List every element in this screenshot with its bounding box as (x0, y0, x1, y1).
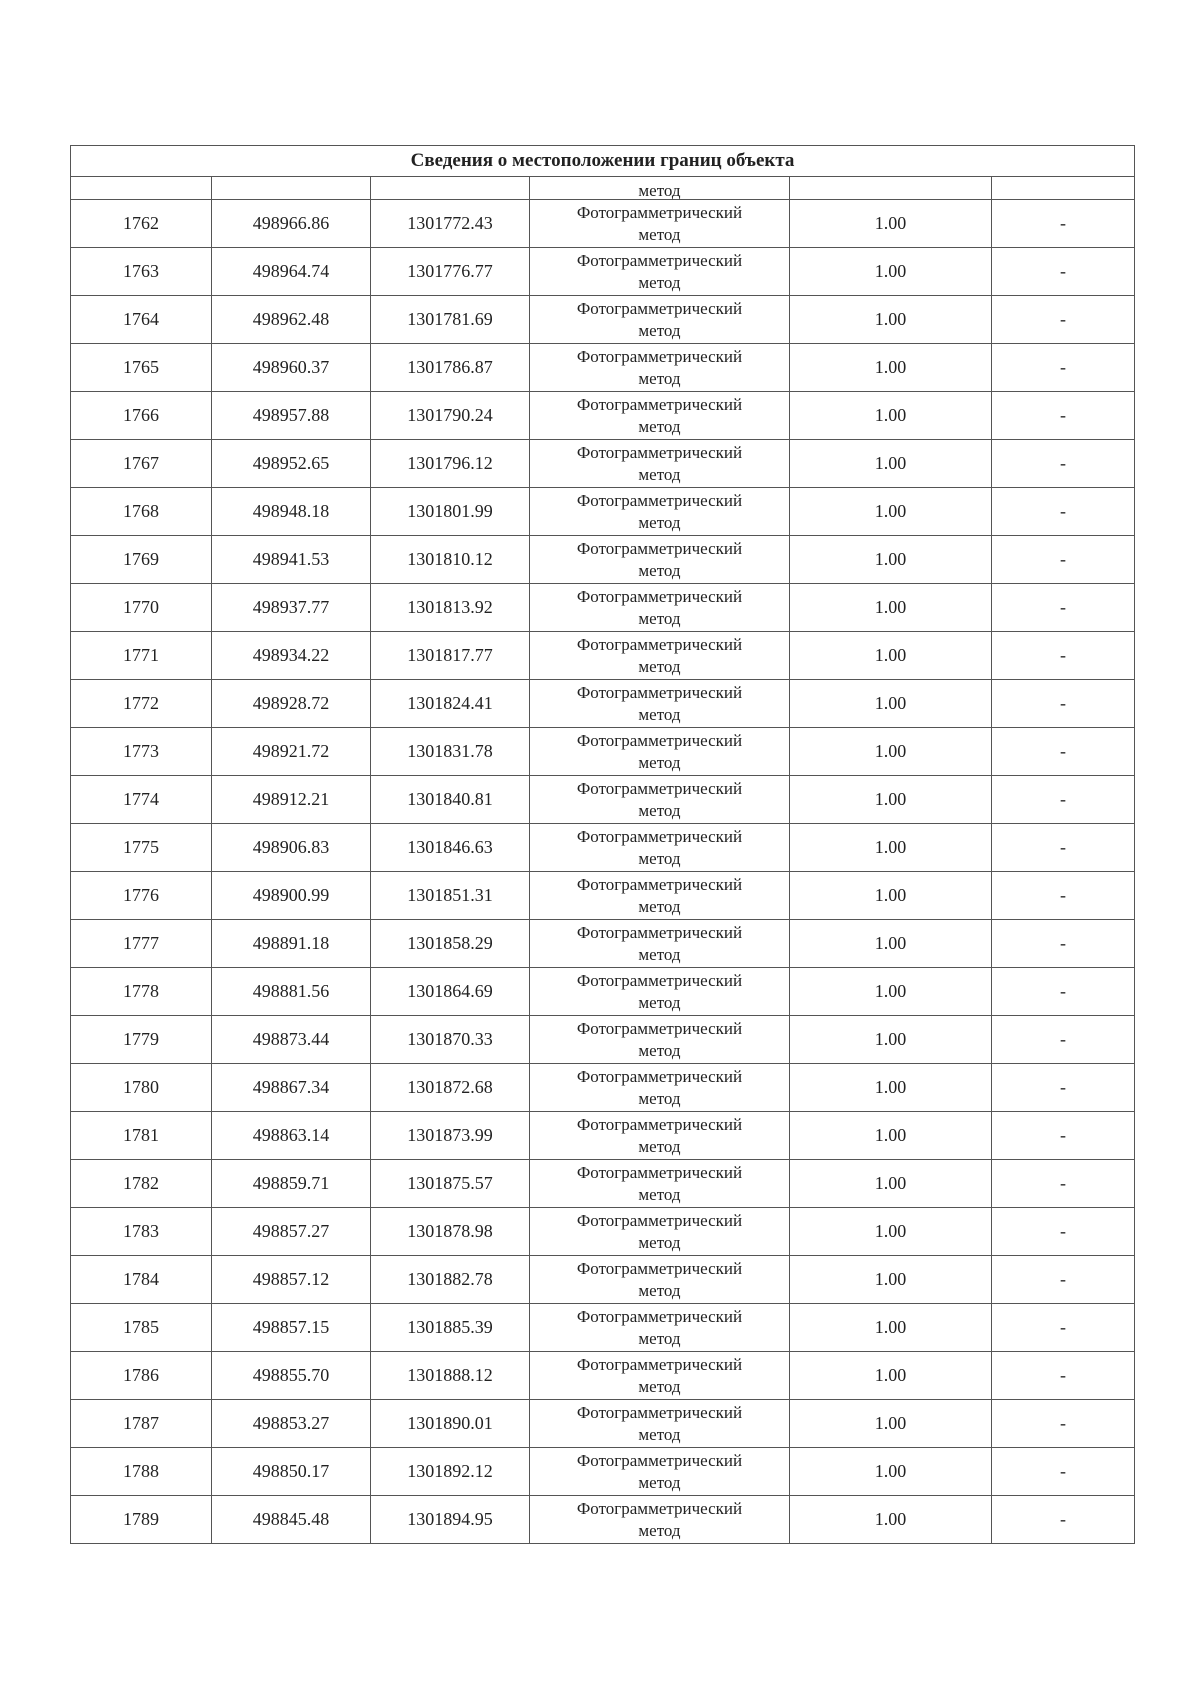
table-title: Сведения о местоположении границ объекта (71, 146, 1135, 177)
method-cell (530, 1064, 790, 1112)
point-number-cell: 1762 (71, 200, 212, 248)
table-row (71, 1256, 1135, 1304)
accuracy-cell: 1.00 (790, 776, 992, 824)
note-cell: - (992, 1352, 1135, 1400)
coordinate-y-cell: 1301851.31 (371, 872, 530, 920)
method-line-1: Фотограмметрический (576, 1066, 743, 1086)
method-cell (530, 296, 790, 344)
coordinate-y-cell: 1301790.24 (371, 392, 530, 440)
table-row (71, 1448, 1135, 1496)
method-line-2: метод (638, 272, 681, 292)
note-cell: - (992, 1064, 1135, 1112)
accuracy-cell: 1.00 (790, 680, 992, 728)
coordinate-y-cell: 1301801.99 (371, 488, 530, 536)
accuracy-cell: 1.00 (790, 1352, 992, 1400)
coordinate-x-cell: 498857.27 (212, 1208, 371, 1256)
method-line-1: Фотограмметрический (576, 730, 743, 750)
table-row (71, 1016, 1135, 1064)
table-row (71, 680, 1135, 728)
accuracy-cell: 1.00 (790, 968, 992, 1016)
coordinate-y-cell: 1301846.63 (371, 824, 530, 872)
method-cell (530, 1256, 790, 1304)
coordinate-x-cell: 498912.21 (212, 776, 371, 824)
method-line-2: метод (638, 1136, 681, 1156)
method-cell (530, 1352, 790, 1400)
method-cell (530, 1160, 790, 1208)
table-row (71, 1304, 1135, 1352)
table-row (71, 584, 1135, 632)
coordinate-x-cell: 498850.17 (212, 1448, 371, 1496)
coordinate-y-cell: 1301831.78 (371, 728, 530, 776)
point-number-cell: 1786 (71, 1352, 212, 1400)
method-cell (530, 584, 790, 632)
point-number-cell: 1768 (71, 488, 212, 536)
method-line-1: Фотограмметрический (576, 922, 743, 942)
point-number-cell: 1765 (71, 344, 212, 392)
coordinate-x-cell: 498891.18 (212, 920, 371, 968)
coordinate-y-cell: 1301882.78 (371, 1256, 530, 1304)
table-title-row (71, 146, 1135, 177)
method-line-2: метод (638, 1232, 681, 1252)
table-row (71, 1112, 1135, 1160)
coordinate-y-cell: 1301864.69 (371, 968, 530, 1016)
table-row (71, 296, 1135, 344)
accuracy-cell: 1.00 (790, 1496, 992, 1544)
point-number-cell: 1783 (71, 1208, 212, 1256)
method-cell (530, 392, 790, 440)
coordinate-x-cell: 498845.48 (212, 1496, 371, 1544)
method-line-1: Фотограмметрический (576, 1018, 743, 1038)
coordinate-y-cell: 1301840.81 (371, 776, 530, 824)
method-line-1: Фотограмметрический (576, 826, 743, 846)
coordinate-x-cell: 498962.48 (212, 296, 371, 344)
table-row (71, 632, 1135, 680)
method-line-1: Фотограмметрический (576, 202, 743, 222)
note-cell: - (992, 296, 1135, 344)
coordinate-y-cell: 1301872.68 (371, 1064, 530, 1112)
accuracy-cell: 1.00 (790, 344, 992, 392)
coordinate-y-cell: 1301781.69 (371, 296, 530, 344)
coordinate-x-cell: 498964.74 (212, 248, 371, 296)
table-row (71, 1208, 1135, 1256)
point-number-cell: 1767 (71, 440, 212, 488)
method-line-1: Фотограмметрический (576, 538, 743, 558)
table-row (71, 248, 1135, 296)
point-number-cell: 1785 (71, 1304, 212, 1352)
table-row (71, 776, 1135, 824)
coordinate-x-cell: 498960.37 (212, 344, 371, 392)
coordinate-x-cell: 498857.12 (212, 1256, 371, 1304)
point-number-cell: 1772 (71, 680, 212, 728)
table-row (71, 1400, 1135, 1448)
accuracy-cell: 1.00 (790, 632, 992, 680)
note-cell: - (992, 728, 1135, 776)
note-cell: - (992, 920, 1135, 968)
coordinate-y-cell: 1301892.12 (371, 1448, 530, 1496)
coordinate-y-cell: 1301786.87 (371, 344, 530, 392)
method-line-2: метод (638, 1424, 681, 1444)
coordinate-y-cell: 1301776.77 (371, 248, 530, 296)
method-line-1: Фотограмметрический (576, 298, 743, 318)
accuracy-cell: 1.00 (790, 1160, 992, 1208)
note-cell: - (992, 344, 1135, 392)
table-row (71, 920, 1135, 968)
accuracy-cell: 1.00 (790, 488, 992, 536)
point-number-cell: 1775 (71, 824, 212, 872)
coordinate-y-cell: 1301810.12 (371, 536, 530, 584)
accuracy-cell: 1.00 (790, 200, 992, 248)
method-line-2: метод (638, 320, 681, 340)
table-row (71, 1352, 1135, 1400)
accuracy-cell: 1.00 (790, 1304, 992, 1352)
coordinate-x-cell: 498859.71 (212, 1160, 371, 1208)
note-cell: - (992, 776, 1135, 824)
note-cell: - (992, 1400, 1135, 1448)
method-line-1: Фотограмметрический (576, 1210, 743, 1230)
point-number-cell: 1777 (71, 920, 212, 968)
note-cell: - (992, 632, 1135, 680)
note-cell: - (992, 440, 1135, 488)
note-cell: - (992, 584, 1135, 632)
method-cell (530, 1496, 790, 1544)
coordinate-y-cell: 1301890.01 (371, 1400, 530, 1448)
point-number-cell: 1789 (71, 1496, 212, 1544)
method-line-2: метод (638, 1088, 681, 1108)
method-cell (530, 824, 790, 872)
accuracy-cell: 1.00 (790, 1112, 992, 1160)
method-cell (530, 1400, 790, 1448)
coordinate-x-cell: 498928.72 (212, 680, 371, 728)
method-line-2: метод (638, 704, 681, 724)
accuracy-cell: 1.00 (790, 1400, 992, 1448)
continued-row (71, 177, 1135, 200)
note-cell: - (992, 200, 1135, 248)
note-cell: - (992, 1208, 1135, 1256)
coordinate-y-cell: 1301796.12 (371, 440, 530, 488)
method-cell (530, 536, 790, 584)
coordinate-y-cell: 1301858.29 (371, 920, 530, 968)
accuracy-cell: 1.00 (790, 584, 992, 632)
method-line-2: метод (638, 1184, 681, 1204)
point-number-cell: 1779 (71, 1016, 212, 1064)
note-cell: - (992, 248, 1135, 296)
point-number-cell: 1780 (71, 1064, 212, 1112)
coordinate-y-cell: 1301873.99 (371, 1112, 530, 1160)
coordinate-x-cell: 498921.72 (212, 728, 371, 776)
coordinate-y-cell: 1301875.57 (371, 1160, 530, 1208)
coordinate-x-cell: 498855.70 (212, 1352, 371, 1400)
table-row (71, 392, 1135, 440)
method-cell (530, 728, 790, 776)
coordinate-x-cell: 498867.34 (212, 1064, 371, 1112)
boundary-table-container (70, 145, 1134, 1544)
continued-cell-empty (790, 177, 992, 200)
accuracy-cell: 1.00 (790, 1064, 992, 1112)
method-line-2: метод (638, 464, 681, 484)
coordinate-x-cell: 498941.53 (212, 536, 371, 584)
continued-cell-empty (371, 177, 530, 200)
coordinate-y-cell: 1301813.92 (371, 584, 530, 632)
accuracy-cell: 1.00 (790, 1208, 992, 1256)
point-number-cell: 1778 (71, 968, 212, 1016)
method-cell (530, 680, 790, 728)
method-cell (530, 632, 790, 680)
note-cell: - (992, 968, 1135, 1016)
method-line-2: метод (638, 1040, 681, 1060)
method-line-2: метод (638, 1328, 681, 1348)
note-cell: - (992, 680, 1135, 728)
method-cell (530, 248, 790, 296)
method-line-1: Фотограмметрический (576, 1162, 743, 1182)
method-line-1: Фотограмметрический (576, 394, 743, 414)
method-line-2: метод (638, 896, 681, 916)
table-row (71, 488, 1135, 536)
method-line-1: Фотограмметрический (576, 634, 743, 654)
table-row (71, 1496, 1135, 1544)
point-number-cell: 1766 (71, 392, 212, 440)
note-cell: - (992, 1160, 1135, 1208)
accuracy-cell: 1.00 (790, 1016, 992, 1064)
note-cell: - (992, 488, 1135, 536)
coordinate-x-cell: 498873.44 (212, 1016, 371, 1064)
accuracy-cell: 1.00 (790, 248, 992, 296)
method-cell (530, 440, 790, 488)
table-row (71, 536, 1135, 584)
method-line-1: Фотограмметрический (576, 1306, 743, 1326)
accuracy-cell: 1.00 (790, 440, 992, 488)
coordinate-x-cell: 498948.18 (212, 488, 371, 536)
coordinate-x-cell: 498906.83 (212, 824, 371, 872)
method-cell (530, 872, 790, 920)
method-line-2: метод (638, 560, 681, 580)
table-row (71, 872, 1135, 920)
method-line-1: Фотограмметрический (576, 682, 743, 702)
method-line-1: Фотограмметрический (576, 346, 743, 366)
coordinate-y-cell: 1301888.12 (371, 1352, 530, 1400)
method-line-1: Фотограмметрический (576, 1354, 743, 1374)
method-line-2: метод (638, 656, 681, 676)
method-line-2: метод (638, 224, 681, 244)
coordinate-x-cell: 498857.15 (212, 1304, 371, 1352)
method-line-2: метод (638, 752, 681, 772)
table-row (71, 968, 1135, 1016)
continued-cell-empty (992, 177, 1135, 200)
point-number-cell: 1770 (71, 584, 212, 632)
method-cell (530, 200, 790, 248)
note-cell: - (992, 392, 1135, 440)
accuracy-cell: 1.00 (790, 1448, 992, 1496)
method-cell (530, 776, 790, 824)
method-line-2: метод (638, 512, 681, 532)
method-line-2: метод (638, 608, 681, 628)
note-cell: - (992, 824, 1135, 872)
table-row (71, 344, 1135, 392)
method-line-1: Фотограмметрический (576, 1114, 743, 1134)
table-row (71, 440, 1135, 488)
table-row (71, 200, 1135, 248)
note-cell: - (992, 872, 1135, 920)
method-line-2: метод (638, 992, 681, 1012)
point-number-cell: 1771 (71, 632, 212, 680)
point-number-cell: 1769 (71, 536, 212, 584)
continued-method-cell: метод (530, 177, 790, 200)
method-line-2: метод (638, 848, 681, 868)
method-line-1: Фотограмметрический (576, 1498, 743, 1518)
point-number-cell: 1788 (71, 1448, 212, 1496)
accuracy-cell: 1.00 (790, 824, 992, 872)
method-line-2: метод (638, 416, 681, 436)
method-cell (530, 968, 790, 1016)
accuracy-cell: 1.00 (790, 872, 992, 920)
method-cell (530, 1112, 790, 1160)
method-cell (530, 920, 790, 968)
method-line-1: Фотограмметрический (576, 778, 743, 798)
accuracy-cell: 1.00 (790, 392, 992, 440)
table-body (71, 177, 1135, 1544)
coordinate-x-cell: 498952.65 (212, 440, 371, 488)
coordinate-y-cell: 1301772.43 (371, 200, 530, 248)
coordinate-x-cell: 498853.27 (212, 1400, 371, 1448)
coordinate-x-cell: 498900.99 (212, 872, 371, 920)
table-row (71, 728, 1135, 776)
boundary-coordinates-table (70, 145, 1135, 1544)
method-line-1: Фотограмметрический (576, 586, 743, 606)
note-cell: - (992, 1304, 1135, 1352)
table-row (71, 1064, 1135, 1112)
coordinate-y-cell: 1301878.98 (371, 1208, 530, 1256)
accuracy-cell: 1.00 (790, 296, 992, 344)
coordinate-y-cell: 1301817.77 (371, 632, 530, 680)
point-number-cell: 1773 (71, 728, 212, 776)
point-number-cell: 1763 (71, 248, 212, 296)
note-cell: - (992, 1448, 1135, 1496)
coordinate-x-cell: 498966.86 (212, 200, 371, 248)
coordinate-y-cell: 1301894.95 (371, 1496, 530, 1544)
note-cell: - (992, 536, 1135, 584)
note-cell: - (992, 1112, 1135, 1160)
point-number-cell: 1787 (71, 1400, 212, 1448)
point-number-cell: 1774 (71, 776, 212, 824)
method-line-2: метод (638, 800, 681, 820)
method-line-2: метод (638, 1280, 681, 1300)
method-line-1: Фотограмметрический (576, 442, 743, 462)
method-cell (530, 1304, 790, 1352)
point-number-cell: 1776 (71, 872, 212, 920)
accuracy-cell: 1.00 (790, 536, 992, 584)
method-line-1: Фотограмметрический (576, 874, 743, 894)
coordinate-x-cell: 498881.56 (212, 968, 371, 1016)
method-cell (530, 488, 790, 536)
continued-cell-empty (212, 177, 371, 200)
accuracy-cell: 1.00 (790, 1256, 992, 1304)
method-line-1: Фотограмметрический (576, 1450, 743, 1470)
method-cell (530, 344, 790, 392)
coordinate-y-cell: 1301885.39 (371, 1304, 530, 1352)
point-number-cell: 1764 (71, 296, 212, 344)
note-cell: - (992, 1256, 1135, 1304)
coordinate-y-cell: 1301824.41 (371, 680, 530, 728)
method-cell (530, 1448, 790, 1496)
coordinate-y-cell: 1301870.33 (371, 1016, 530, 1064)
point-number-cell: 1784 (71, 1256, 212, 1304)
method-line-1: Фотограмметрический (576, 1402, 743, 1422)
method-line-2: метод (638, 944, 681, 964)
point-number-cell: 1781 (71, 1112, 212, 1160)
method-cell (530, 1016, 790, 1064)
method-line-2: метод (638, 1520, 681, 1540)
accuracy-cell: 1.00 (790, 920, 992, 968)
method-line-1: Фотограмметрический (576, 1258, 743, 1278)
method-line-1: Фотограмметрический (576, 490, 743, 510)
method-cell (530, 1208, 790, 1256)
coordinate-x-cell: 498863.14 (212, 1112, 371, 1160)
method-line-2: метод (638, 1376, 681, 1396)
method-line-1: Фотограмметрический (576, 250, 743, 270)
method-line-2: метод (638, 1472, 681, 1492)
method-line-2: метод (638, 368, 681, 388)
coordinate-x-cell: 498934.22 (212, 632, 371, 680)
note-cell: - (992, 1016, 1135, 1064)
method-line-1: Фотограмметрический (576, 970, 743, 990)
coordinate-x-cell: 498937.77 (212, 584, 371, 632)
point-number-cell: 1782 (71, 1160, 212, 1208)
table-row (71, 824, 1135, 872)
continued-cell-empty (71, 177, 212, 200)
coordinate-x-cell: 498957.88 (212, 392, 371, 440)
note-cell: - (992, 1496, 1135, 1544)
table-row (71, 1160, 1135, 1208)
accuracy-cell: 1.00 (790, 728, 992, 776)
